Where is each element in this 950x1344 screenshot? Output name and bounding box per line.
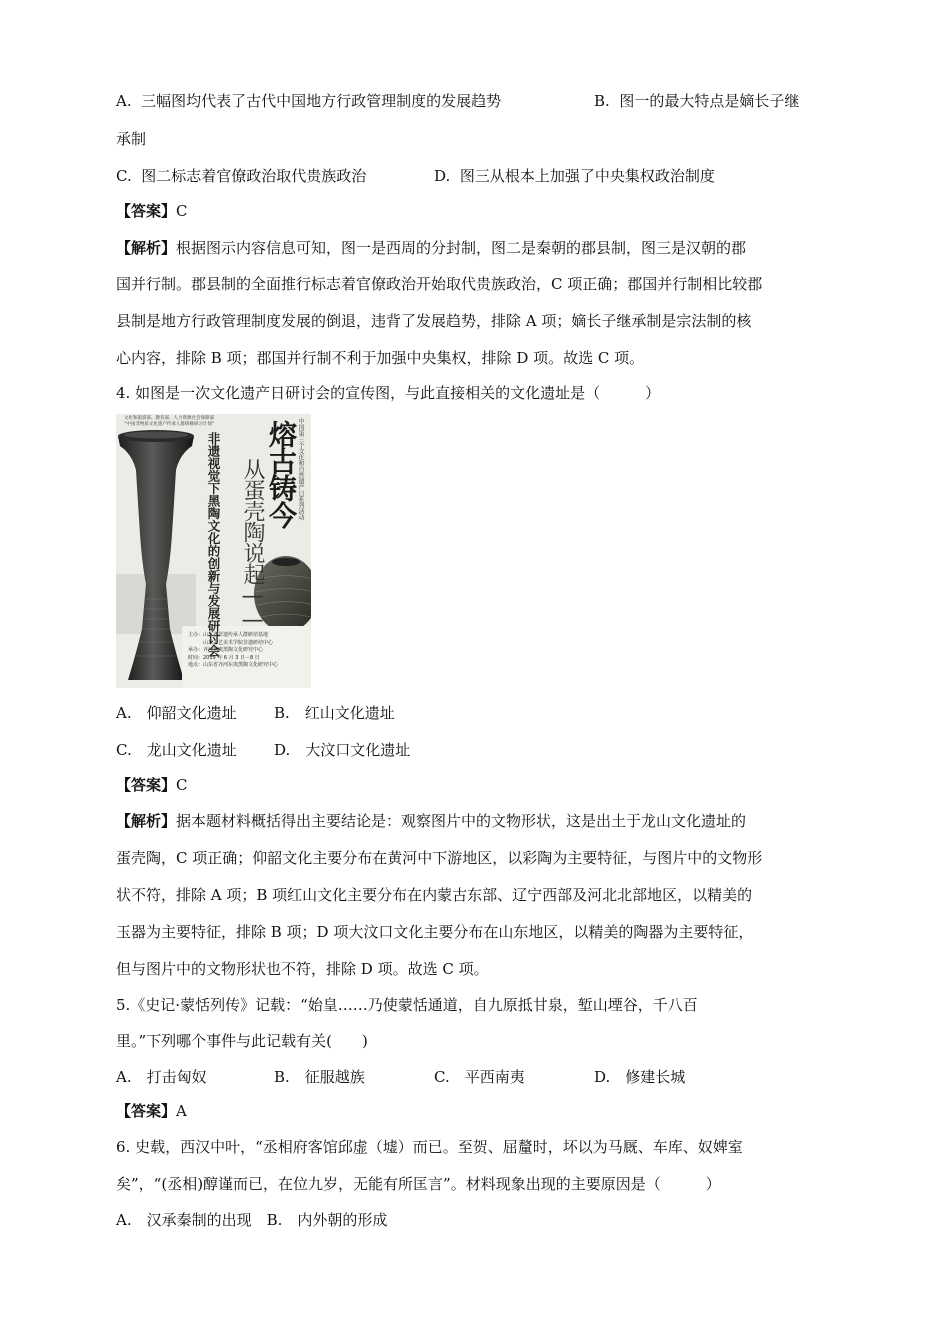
q3-analysis-line-3: 县制是地方行政管理制度发展的倒退，违背了发展趋势，排除 A 项；嫡长子继承制是宗法制的核 [116, 312, 752, 330]
poster-organizers: 主办：山东省非遗传承人群研培基地 山东工艺美术学院非遗研培中心 承办：齐河东夷黑陶文化研究中心 时间：2019 年 6 月 3 日－8 日 地点：山东省齐河东夷黑陶文化研究中心 [188, 632, 279, 668]
q3-analysis-line-2: 国并行制。郡县制的全面推行标志着官僚政治开始取代贵族政治，C 项正确；郡国并行制相比较郡 [116, 275, 763, 293]
q5-option-b: B. 征服越族 [274, 1068, 365, 1086]
q4-option-b: B. 红山文化遗址 [274, 704, 395, 722]
q5-option-d: D. 修建长城 [594, 1068, 686, 1086]
q6-options: A. 汉承秦制的出现 B. 内外朝的形成 [116, 1211, 388, 1229]
q4-stem: 4. 如图是一次文化遗产日研讨会的宣传图，与此直接相关的文化遗址是（ ） [116, 384, 661, 402]
q4-analysis-line-3: 状不符，排除 A 项；B 项红山文化主要分布在内蒙古东部、辽宁西部及河北北部地区，以精美的 [116, 886, 753, 904]
q5-answer: 【答案】A [116, 1102, 187, 1120]
q5-option-a: A. 打击匈奴 [116, 1068, 207, 1086]
q3-analysis-line-1: 【解析】根据图示内容信息可知，图一是西周的分封制，图二是秦朝的郡县制，图三是汉朝的郡 [116, 239, 747, 257]
q3-answer: 【答案】C [116, 202, 188, 220]
poster-theme: 非遗视觉下黑陶文化的创新与发展研讨会 [206, 432, 221, 657]
poster-subtitle: 从蛋壳陶说起—— [240, 458, 265, 632]
q3-option-b: B. 图一的最大特点是嫡长子继 [594, 92, 800, 110]
poster-note: 文化和旅游部、教育部、人力资源社会保障部 “中国非物质文化遗产传承人群研修研习计划” [124, 416, 215, 427]
q4-answer: 【答案】C [116, 776, 188, 794]
q4-analysis-line-1: 【解析】据本题材料概括得出主要结论是：观察图片中的文物形状，这是出土于龙山文化遗址的 [116, 812, 747, 830]
q3-option-a: A. 三幅图均代表了古代中国地方行政管理制度的发展趋势 [116, 92, 502, 110]
q4-option-d: D. 大汶口文化遗址 [274, 741, 411, 759]
q3-option-c: C. 图二标志着官僚政治取代贵族政治 [116, 167, 367, 185]
q4-option-a: A. 仰韶文化遗址 [116, 704, 237, 722]
q4-option-c: C. 龙山文化遗址 [116, 741, 237, 759]
q5-option-c: C. 平西南夷 [434, 1068, 525, 1086]
exhibition-poster-image [116, 414, 311, 688]
q5-stem-line-2: 里。”下列哪个事件与此记载有关( ) [116, 1032, 368, 1050]
q6-stem-line-1: 6. 史载，西汉中叶，“丞相府客馆邱虚（墟）而已。至贺、屈釐时，坏以为马厩、车库、奴婢室 [116, 1138, 743, 1156]
q4-analysis-line-2: 蛋壳陶，C 项正确；仰韶文化主要分布在黄河中下游地区，以彩陶为主要特征，与图片中的文物形 [116, 849, 763, 867]
q4-analysis-line-4: 玉器为主要特征，排除 B 项；D 项大汶口文化主要分布在山东地区，以精美的陶器为主要特征， [116, 923, 754, 941]
poster-series: 中国第三个文化和自然遗产日系列活动 [297, 418, 304, 520]
q3-analysis-line-4: 心内容，排除 B 项；郡国并行制不利于加强中央集权，排除 D 项。故选 C 项。 [116, 349, 645, 367]
q5-stem-line-1: 5.《史记·蒙恬列传》记载：“始皇……乃使蒙恬通道，自九原抵甘泉，堑山堙谷，千八百 [116, 996, 698, 1014]
poster-title: 熔古铸今 [265, 420, 298, 528]
q4-analysis-line-5: 但与图片中的文物形状也不符，排除 D 项。故选 C 项。 [116, 960, 489, 978]
q6-stem-line-2: 矣”，“(丞相)醇谨而已，在位九岁，无能有所匡言”。材料现象出现的主要原因是（ ） [116, 1175, 721, 1193]
q3-option-b-continued: 承制 [116, 130, 147, 148]
q3-option-d: D. 图三从根本上加强了中央集权政治制度 [434, 167, 715, 185]
